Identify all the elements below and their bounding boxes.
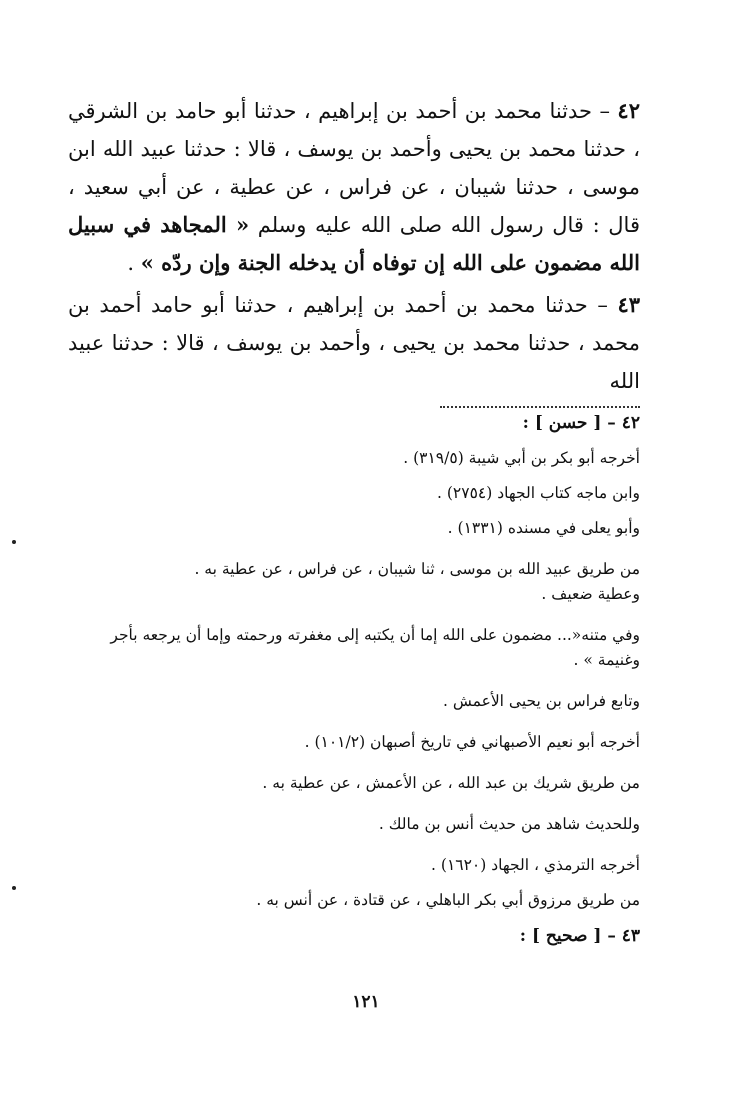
- footnotes: [68, 410, 640, 949]
- note-line: من طريق شريك بن عبد الله ، عن الأعمش ، عن عطية به .: [262, 774, 640, 792]
- note-line: وابن ماجه كتاب الجهاد (٢٧٥٤) .: [437, 484, 640, 502]
- note-43-heading: ٤٣ – [ صحيح ] :: [519, 926, 640, 946]
- margin-dot: [12, 540, 16, 544]
- footnote-separator: [440, 406, 640, 408]
- main-text: [68, 92, 640, 400]
- note-line: أخرجه الترمذي ، الجهاد (١٦٢٠) .: [431, 856, 640, 874]
- note-line: من طريق عبيد الله بن موسى ، ثنا شيبان ، عن فراس ، عن عطية به .: [194, 560, 640, 578]
- note-line: وأبو يعلى في مسنده (١٣٣١) .: [447, 519, 640, 537]
- margin-dot: [12, 886, 16, 890]
- hadith-42-paragraph: [68, 92, 640, 282]
- note-line: أخرجه أبو بكر بن أبي شيبة (٣١٩/٥) .: [403, 449, 640, 467]
- hadith-42-isnad: – حدثنا محمد بن أحمد بن إبراهيم ، حدثنا أبو حامد بن الشرقي ، حدثنا محمد بن يحيى وأحمد بن يوسف ، قالا : حدثنا عبيد الله ابن موسى ، حدثنا شيبان ، عن فراس ، عن عطية ، عن أبي سعيد ، قال : قال رسول الله صلى الله عليه وسلم: [68, 99, 640, 237]
- note-line: وللحديث شاهد من حديث أنس بن مالك .: [378, 815, 640, 833]
- hadith-42-number: ٤٢: [617, 98, 640, 123]
- note-line: من طريق مرزوق أبي بكر الباهلي ، عن قتادة ، عن أنس به .: [256, 891, 640, 909]
- page-number: ١٢١: [352, 992, 380, 1012]
- note-line: وعطية ضعيف .: [541, 585, 640, 603]
- note-42-heading: ٤٢ – [ حسن ] :: [522, 413, 640, 433]
- hadith-43-paragraph: [68, 286, 640, 400]
- note-line: أخرجه أبو نعيم الأصبهاني في تاريخ أصبهان (١٠١/٢) .: [304, 733, 640, 751]
- hadith-43-number: ٤٣: [617, 292, 640, 317]
- hadith-43-isnad: – حدثنا محمد بن أحمد بن إبراهيم ، حدثنا أبو حامد أحمد بن محمد ، حدثنا محمد بن يحيى ، وأحمد بن يوسف ، قالا : حدثنا عبيد الله: [68, 293, 640, 393]
- page-content: [68, 92, 640, 949]
- note-line: وتابع فراس بن يحيى الأعمش .: [443, 692, 640, 710]
- hadith-42-end: .: [127, 251, 141, 275]
- note-line: وفي متنه«... مضمون على الله إما أن يكتبه إلى مغفرته ورحمته وإما أن يرجعه بأجر وغنيمة » .: [110, 626, 640, 669]
- hadith-42-matn: « المجاهد في سبيل الله مضمون على الله إن توفاه أن يدخله الجنة وإن ردّه »: [68, 212, 640, 275]
